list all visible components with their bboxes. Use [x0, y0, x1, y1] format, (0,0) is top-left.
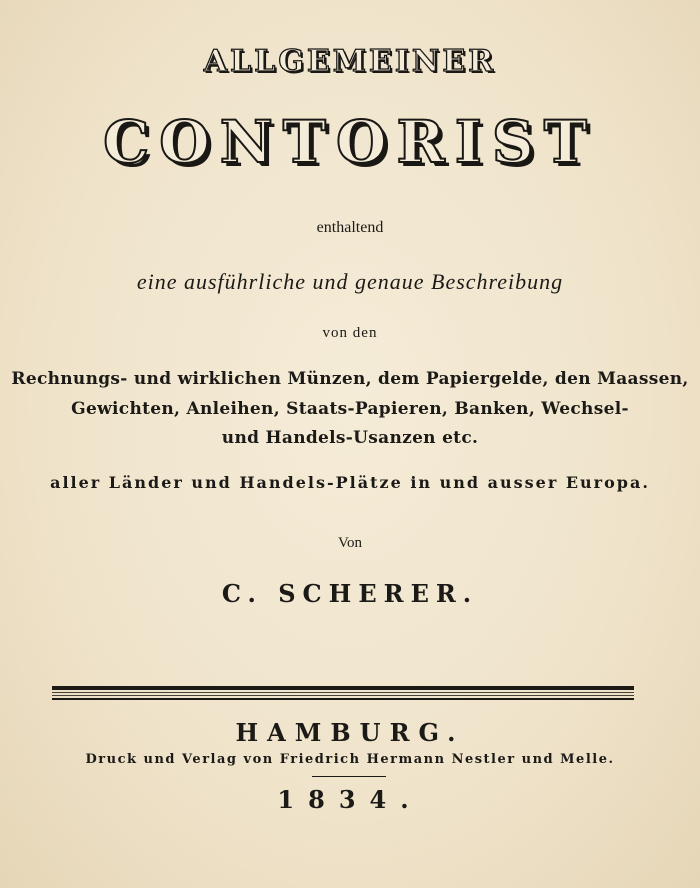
short-divider [312, 776, 386, 777]
author-name: C. SCHERER. [221, 579, 479, 608]
by-line: Von [338, 535, 362, 551]
rule-thin-1 [52, 692, 634, 693]
subtitle-line-3: von den [322, 325, 378, 341]
main-title: CONTORIST [103, 108, 597, 176]
ornamental-rule [52, 686, 634, 702]
rule-thick [52, 686, 634, 690]
description-line-2: Gewichten, Anleihen, Staats-Papieren, Banken, Wechsel- [71, 399, 629, 419]
description-line-3: und Handels-Usanzen etc. [221, 428, 479, 448]
place-of-publication: HAMBURG. [235, 718, 465, 747]
rule-thin-2 [52, 695, 634, 696]
title-line-1: ALLGEMEINER [203, 44, 497, 79]
subtitle-line-2: eine ausführliche und genaue Beschreibung [136, 269, 564, 294]
publisher-line: Druck und Verlag von Friedrich Hermann Nestler und Melle. [85, 752, 615, 767]
subtitle-line-1: enthaltend [316, 219, 384, 236]
description-line-1: Rechnungs- und wirklichen Münzen, dem Papiergelde, den Maassen, [11, 369, 689, 389]
scope-line: aller Länder und Handels-Plätze in und ausser Europa. [50, 473, 650, 492]
rule-bottom [52, 698, 634, 700]
publication-year: 1834. [277, 785, 423, 814]
